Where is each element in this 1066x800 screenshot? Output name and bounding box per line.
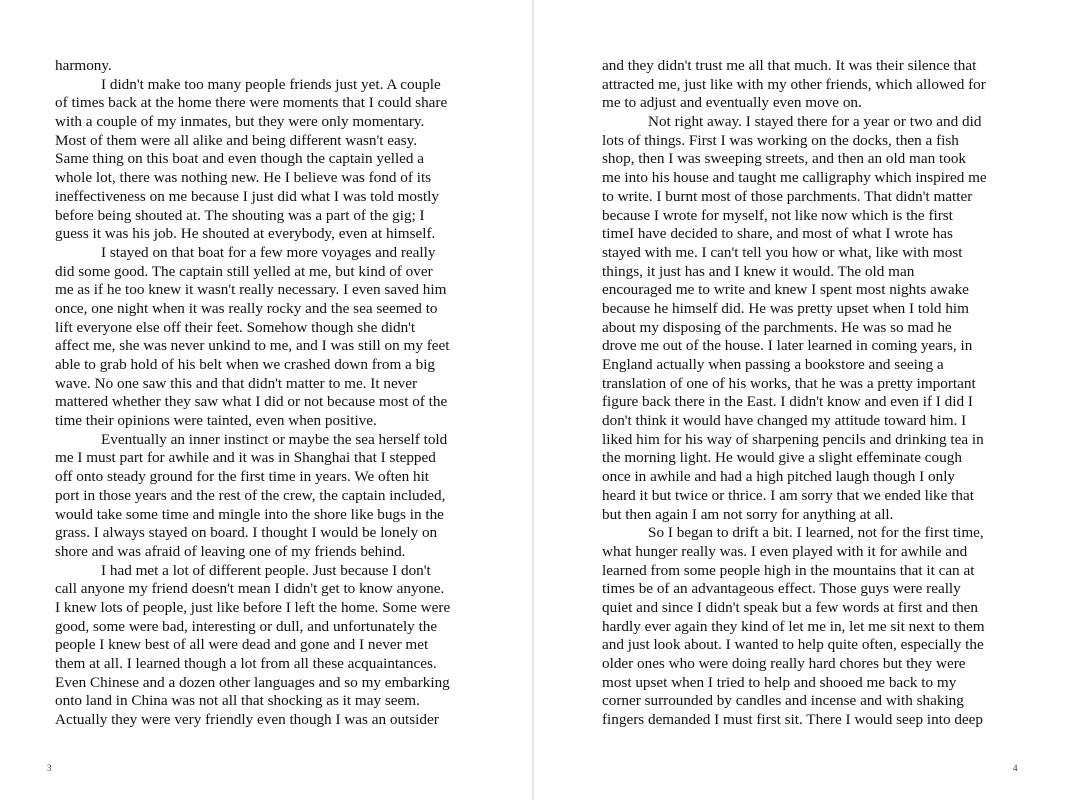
text-line: things, it just has and I knew it would. The old man bbox=[602, 262, 915, 280]
text-line: older ones who were doing really hard chores but they were bbox=[602, 655, 966, 672]
text-line: translation of one of his works, that he was a pretty important bbox=[602, 374, 976, 392]
text-line: to write. I burnt most of those parchments. That didn't matter bbox=[602, 187, 973, 205]
text-line: learned from some people high in the mountains that it can at bbox=[602, 561, 975, 579]
text-line: the morning light. He would give a slight effeminate cough bbox=[602, 449, 962, 467]
text-line: once in awhile and had a high pitched laugh though I only bbox=[602, 468, 956, 486]
text-line: wave. No one saw this and that didn't matter to me. It never bbox=[55, 374, 418, 392]
text-line: what hunger really was. I even played with it for awhile and bbox=[602, 542, 968, 560]
text-line: me as if he too knew it wasn't really necessary. I even saved him bbox=[55, 281, 447, 299]
text-line: don't think it would have changed my attitude toward him. I bbox=[602, 412, 967, 430]
text-line: once, one night when it was really rocky and the sea seemed to bbox=[55, 299, 438, 317]
text-line: Eventually an inner instinct or maybe the sea herself told bbox=[101, 430, 448, 448]
text-line: about my disposing of the parchments. He was so mad he bbox=[602, 318, 952, 336]
text-line: hardly ever again they kind of let me in, let me sit next to them bbox=[602, 617, 985, 635]
text-line: mattered whether they saw what I did or not because most of the bbox=[55, 393, 448, 411]
text-line: able to grab hold of his belt when we crashed down from a big bbox=[55, 356, 436, 373]
left-page-number: 3 bbox=[47, 763, 52, 773]
text-line: corner surrounded by candles and incense and with shaking bbox=[602, 692, 964, 710]
text-line: ineffectiveness on me because I just did what I was told mostly bbox=[55, 187, 439, 205]
text-line: encouraged me to write and knew I spent most nights awake bbox=[602, 281, 969, 299]
text-line: call anyone my friend doesn't mean I didn't get to know anyone. bbox=[55, 580, 445, 598]
text-line: I didn't make too many people friends just yet. A couple bbox=[101, 75, 441, 93]
text-line: off onto steady ground for the first time in years. We often hit bbox=[55, 468, 430, 486]
text-line: I knew lots of people, just like before I left the home. Some were bbox=[55, 598, 451, 616]
text-line: Actually they were very friendly even though I was an outsider bbox=[55, 711, 439, 729]
text-line: good, some were bad, interesting or dull, and unfortunately the bbox=[55, 617, 438, 635]
text-line: most upset when I tried to help and shooed me back to my bbox=[602, 673, 957, 691]
text-line: because I wrote for myself, not like now which is the first bbox=[602, 206, 953, 224]
text-line: times be of an advantageous effect. Those guys were really bbox=[602, 580, 961, 598]
text-line: because he himself did. He was pretty upset when I told him bbox=[602, 299, 969, 317]
text-line: timeI have decided to share, and most of what I wrote has bbox=[602, 225, 953, 243]
text-line: stayed with me. I can't tell you how or what, like with most bbox=[602, 243, 963, 261]
text-line: of times back at the home there were moments that I could share bbox=[55, 94, 448, 112]
text-line: but then again I am not sorry for anything at all. bbox=[602, 505, 894, 523]
text-line: I had met a lot of different people. Just because I don't bbox=[101, 561, 431, 579]
right-page-number: 4 bbox=[1013, 763, 1018, 773]
text-line: affect me, she was never unkind to me, and I was still on my feet bbox=[55, 337, 450, 355]
text-line: drove me out of the house. I later learned in coming years, in bbox=[602, 337, 973, 355]
text-line: Most of them were all alike and being different wasn't easy. bbox=[55, 131, 418, 149]
text-line: whole lot, there was nothing new. He I believe was fond of its bbox=[55, 169, 432, 187]
text-line: did some good. The captain still yelled at me, but kind of over bbox=[55, 262, 433, 280]
text-line: and just look about. I wanted to help quite often, especially the bbox=[602, 636, 984, 654]
text-line: fingers demanded I must first sit. There I would seep into deep bbox=[602, 711, 983, 729]
text-line: Same thing on this boat and even though the captain yelled a bbox=[55, 150, 425, 168]
text-line: attracted me, just like with my other friends, which allowed for bbox=[602, 75, 986, 93]
text-line: them at all. I learned though a lot from all these acquaintances. bbox=[55, 655, 437, 672]
left-page bbox=[0, 0, 532, 800]
left-page-body-text bbox=[55, 57, 495, 730]
text-line: onto land in China was not all that shocking as it may seem. bbox=[55, 692, 420, 710]
text-line: me to adjust and eventually even move on. bbox=[602, 94, 862, 112]
text-line: Even Chinese and a dozen other languages and so my embarking bbox=[55, 673, 450, 691]
text-line: liked him for his way of sharpening pencils and drinking tea in bbox=[602, 430, 984, 448]
text-line: me into his house and taught me calligraphy which inspired me bbox=[602, 169, 987, 187]
text-line: would take some time and mingle into the shore like bugs in the bbox=[55, 505, 444, 523]
text-line: So I began to drift a bit. I learned, not for the first time, bbox=[648, 524, 984, 542]
text-line: lots of things. First I was working on the docks, then a fish bbox=[602, 131, 959, 149]
text-line: with a couple of my inmates, but they were only momentary. bbox=[55, 113, 425, 131]
text-line: I stayed on that boat for a few more voyages and really bbox=[101, 243, 436, 261]
text-line: guess it was his job. He shouted at everybody, even at himself. bbox=[55, 225, 436, 243]
text-line: grass. I always stayed on board. I thought I would be lonely on bbox=[55, 524, 438, 542]
text-line: quiet and since I didn't speak but a few words at first and then bbox=[602, 598, 978, 616]
text-line: time their opinions were tainted, even when positive. bbox=[55, 412, 377, 430]
text-line: people I knew best of all were dead and gone and I never met bbox=[55, 636, 429, 654]
text-line: harmony. bbox=[55, 57, 112, 74]
text-line: figure back there in the East. I didn't know and even if I did I bbox=[602, 393, 973, 411]
text-line: port in those years and the rest of the crew, the captain included, bbox=[55, 486, 446, 504]
right-page-body-text bbox=[602, 57, 1047, 730]
text-line: shore and was afraid of leaving one of my friends behind. bbox=[55, 542, 406, 560]
text-line: Not right away. I stayed there for a year or two and did bbox=[648, 113, 982, 131]
text-line: me I must part for awhile and it was in Shanghai that I stepped bbox=[55, 449, 436, 467]
text-line: before being shouted at. The shouting was a part of the gig; I bbox=[55, 206, 425, 224]
text-line: lift everyone else off their feet. Somehow though she didn't bbox=[55, 318, 416, 336]
right-page bbox=[534, 0, 1066, 800]
text-line: shop, then I was sweeping streets, and then an old man took bbox=[602, 150, 967, 168]
text-line: England actually when passing a bookstore and seeing a bbox=[602, 356, 944, 373]
text-line: heard it but twice or thrice. I am sorry that we ended like that bbox=[602, 486, 974, 504]
text-line: and they didn't trust me all that much. It was their silence that bbox=[602, 57, 977, 74]
